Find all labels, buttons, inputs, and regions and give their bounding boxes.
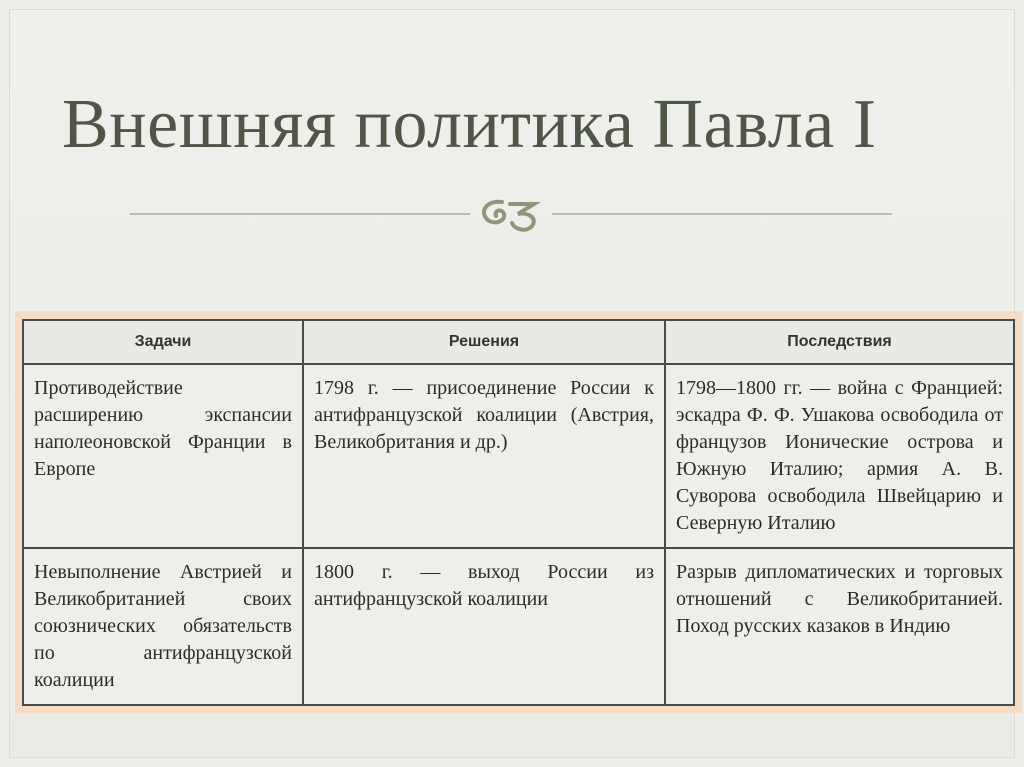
table-row (23, 548, 1014, 705)
table-cell-solution: 1798 г. — присоединение России к антифранцузской коалиции (Австрия, Великобритания и др.) (303, 364, 665, 548)
flourish-ornament-icon (484, 202, 534, 230)
table-cell-task: Невыполнение Австрией и Великобританией своих союзнических обязательств по антифранцузской коалиции (23, 548, 303, 705)
table-cell-consequence: Разрыв дипломатических и торговых отношений с Великобританией. Поход русских казаков в Индию (665, 548, 1014, 705)
table-cell-solution: 1800 г. — выход России из антифранцузской коалиции (303, 548, 665, 705)
column-header-consequences: Последствия (665, 320, 1014, 364)
table-cell-task: Противодействие расширению экспансии наполеоновской Франции в Европе (23, 364, 303, 548)
table-header-row (23, 320, 1014, 364)
table-cell-consequence: 1798—1800 гг. — война с Францией: эскадра Ф. Ф. Ушакова освободила от французов Ионические острова и Южную Италию; армия А. В. Суворова освободила Швейцарию и Северную Италию (665, 364, 1014, 548)
title-divider (130, 196, 892, 236)
table-row (23, 364, 1014, 548)
policy-table-container (15, 311, 1022, 713)
column-header-solutions: Решения (303, 320, 665, 364)
policy-table (22, 319, 1015, 706)
slide-title: Внешняя политика Павла I (62, 86, 877, 163)
column-header-tasks: Задачи (23, 320, 303, 364)
